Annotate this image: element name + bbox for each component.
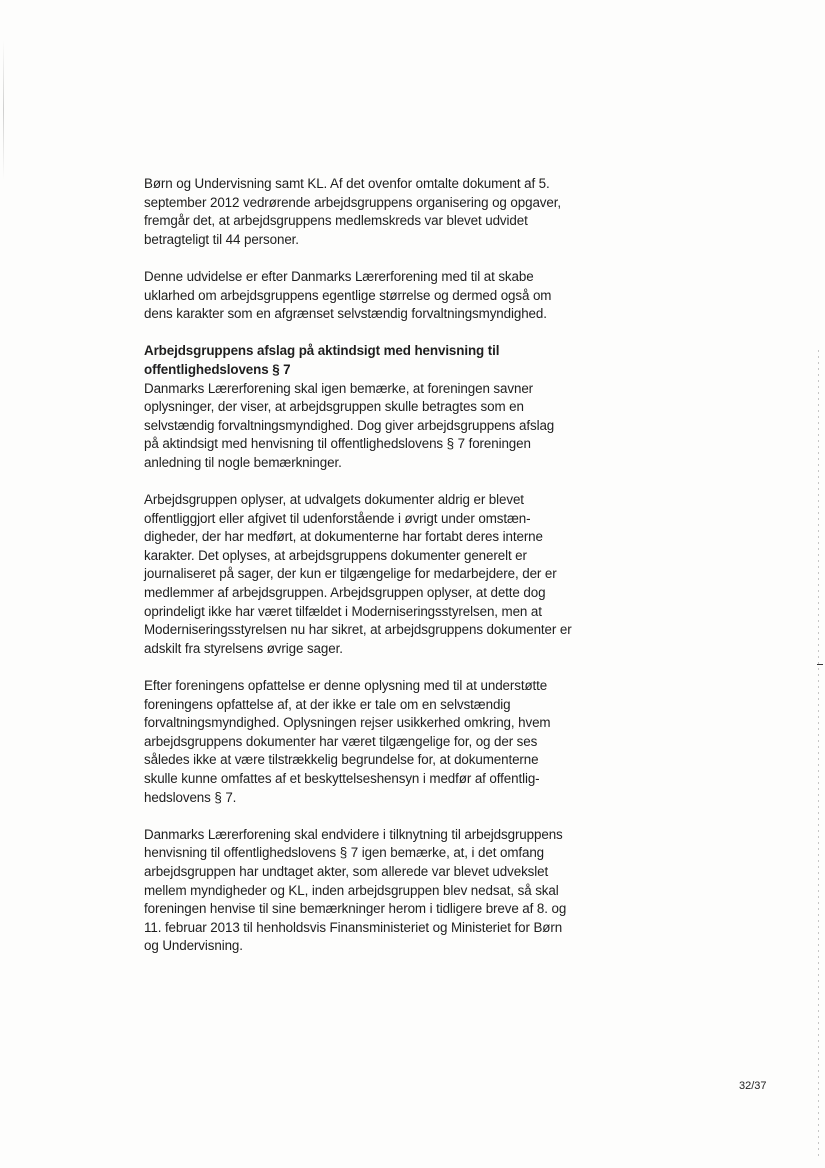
text-line: journaliseret på sager, der kun er tilgængelige for medarbejdere, der er: [144, 566, 557, 582]
text-line: offentliggjort eller afgivet til udenforstående i øvrigt under omstæn-: [144, 510, 531, 526]
text-line: foreningens opfattelse af, at der ikke er tale om en selvstændig: [144, 696, 511, 712]
text-line: digheder, der har medført, at dokumenterne har fortabt deres interne: [144, 529, 543, 545]
text-line: 11. februar 2013 til henholdsvis Finansministeriet og Ministeriet for Børn: [144, 919, 563, 935]
text-line: forvaltningsmyndighed. Oplysningen rejser usikkerhed omkring, hvem: [144, 715, 551, 731]
text-line: adskilt fra styrelsens øvrige sager.: [144, 640, 343, 656]
text-line: oprindeligt ikke har været tilfældet i Moderniseringsstyrelsen, men at: [144, 603, 542, 619]
scan-edge-mark: [3, 40, 4, 180]
scan-edge-mark: [818, 350, 819, 1160]
scan-edge-mark: [817, 664, 823, 665]
text-line: dens karakter som en afgrænset selvstændig forvaltningsmyndighed.: [144, 306, 547, 322]
text-line: og Undervisning.: [144, 938, 243, 954]
text-line: således ikke at være tilstrækkelig begrundelse for, at dokumenterne: [144, 752, 539, 768]
paragraph-1: [144, 175, 584, 249]
text-line: Arbejdsgruppen oplyser, at udvalgets dokumenter aldrig er blevet: [144, 492, 524, 508]
section-afslag: [144, 342, 584, 472]
section-heading: offentlighedslovens § 7: [144, 361, 291, 377]
text-line: hedslovens § 7.: [144, 789, 237, 805]
text-line: mellem myndigheder og KL, inden arbejdsgruppen blev nedsat, så skal: [144, 882, 559, 898]
text-line: Denne udvidelse er efter Danmarks Lærerforening med til at skabe: [144, 268, 534, 284]
text-line: Danmarks Lærerforening skal endvidere i tilknytning til arbejdsgruppens: [144, 826, 563, 842]
page-number: 32/37: [739, 1080, 767, 1092]
section-heading: Arbejdsgruppens afslag på aktindsigt med henvisning til: [144, 343, 500, 359]
text-line: henvisning til offentlighedslovens § 7 igen bemærke, at, i det omfang: [144, 845, 545, 861]
text-line: betragteligt til 44 personer.: [144, 231, 299, 247]
text-line: selvstændig forvaltningsmyndighed. Dog giver arbejdsgruppens afslag: [144, 417, 555, 433]
text-line: skulle kunne omfattes af et beskyttelseshensyn i medfør af offentlig-: [144, 771, 540, 786]
text-line: Danmarks Lærerforening skal igen bemærke, at foreningen savner: [144, 380, 534, 396]
text-line: september 2012 vedrørende arbejdsgruppens organisering og opgaver,: [144, 194, 561, 210]
text-line: arbejdsgruppen har undtaget akter, som allerede var blevet udvekslet: [144, 863, 549, 879]
text-line: arbejdsgruppens dokumenter har været tilgængelige for, og der ses: [144, 733, 538, 749]
text-line: foreningen henvise til sine bemærkninger herom i tidligere breve af 8. og: [144, 901, 567, 917]
document-body: [144, 175, 584, 975]
text-line: uklarhed om arbejdsgruppens egentlige størrelse og dermed også om: [144, 287, 552, 303]
paragraph-4: [144, 491, 584, 658]
text-line: medlemmer af arbejdsgruppen. Arbejdsgruppen oplyser, at dette dog: [144, 585, 546, 601]
text-line: på aktindsigt med henvisning til offentlighedslovens § 7 foreningen: [144, 436, 531, 452]
text-line: oplysninger, der viser, at arbejdsgruppen skulle betragtes som en: [144, 399, 524, 415]
text-line: anledning til nogle bemærkninger.: [144, 454, 342, 470]
paragraph-6: [144, 826, 584, 956]
text-line: Moderniseringsstyrelsen nu har sikret, at arbejdsgruppens dokumenter er: [144, 622, 572, 638]
paragraph-5: [144, 677, 584, 807]
paragraph-2: [144, 268, 584, 324]
text-line: Efter foreningens opfattelse er denne oplysning med til at understøtte: [144, 678, 548, 694]
text-line: karakter. Det oplyses, at arbejdsgruppens dokumenter generelt er: [144, 547, 527, 563]
text-line: fremgår det, at arbejdsgruppens medlemskreds var blevet udvidet: [144, 213, 528, 229]
text-line: Børn og Undervisning samt KL. Af det ovenfor omtalte dokument af 5.: [144, 176, 550, 191]
